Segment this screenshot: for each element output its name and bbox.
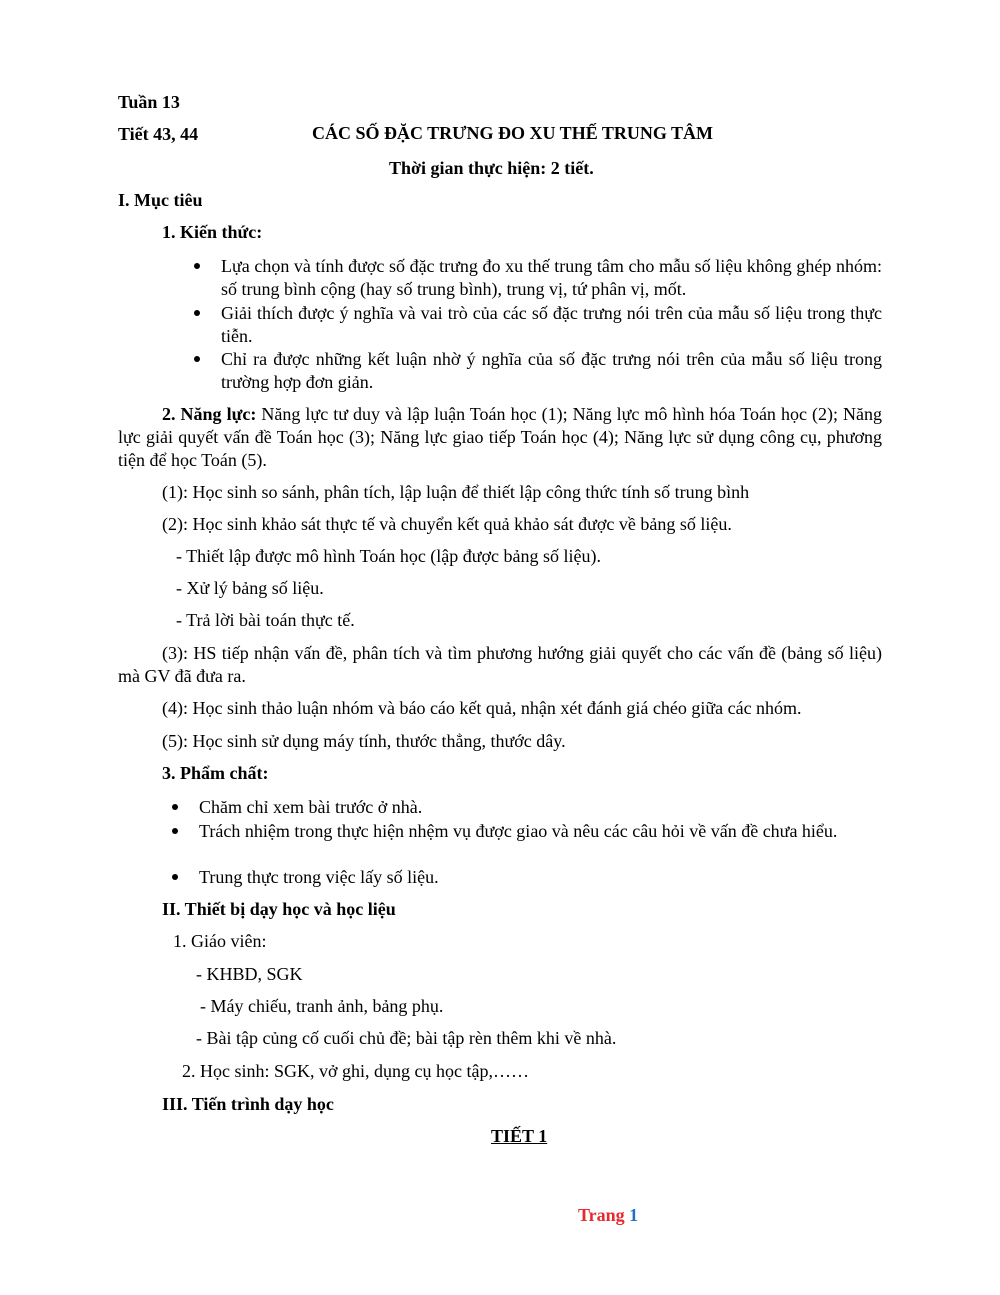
quality-item: Chăm chỉ xem bài trước ở nhà.	[199, 797, 423, 817]
competence-line: (5): Học sinh sử dụng máy tính, thước thẳng, thước dây.	[162, 731, 566, 751]
qualities-heading: 3. Phẩm chất:	[162, 763, 269, 783]
competence-paragraph	[118, 403, 882, 472]
section-equipment-heading: II. Thiết bị dạy học và học liệu	[162, 899, 396, 919]
competence-line: (4): Học sinh thảo luận nhóm và báo cáo kết quả, nhận xét đánh giá chéo giữa các nhóm.	[162, 698, 802, 718]
quality-item: Trách nhiệm trong thực hiện nhệm vụ được giao và nêu các câu hỏi về vấn đề chưa hiểu.	[199, 821, 838, 841]
section-objectives-heading: I. Mục tiêu	[118, 190, 203, 210]
page-number: 1	[629, 1205, 639, 1225]
bullet-icon	[194, 263, 200, 269]
competence-subline: - Trả lời bài toán thực tế.	[176, 610, 355, 630]
competence-heading: 2. Năng lực:	[162, 404, 257, 424]
week-label: Tuần 13	[118, 92, 180, 112]
competence-subline: - Thiết lập được mô hình Toán học (lập được bảng số liệu).	[176, 546, 602, 566]
bullet-icon	[194, 356, 200, 362]
competence-line: (2): Học sinh khảo sát thực tế và chuyển kết quả khảo sát được về bảng số liệu.	[162, 514, 732, 534]
knowledge-item: Lựa chọn và tính được số đặc trưng đo xu thế trung tâm cho mẫu số liệu không ghép nhóm: số trung bình cộng (hay số trung bình), trung vị, tứ phân vị, mốt.	[221, 256, 882, 299]
knowledge-heading: 1. Kiến thức:	[162, 222, 263, 242]
teacher-item: - Bài tập củng cố cuối chủ đề; bài tập rèn thêm khi về nhà.	[196, 1028, 617, 1048]
bullet-icon	[194, 310, 200, 316]
page-title: CÁC SỐ ĐẶC TRƯNG ĐO XU THẾ TRUNG TÂM	[312, 123, 714, 143]
duration-label: Thời gian thực hiện: 2 tiết.	[389, 158, 594, 178]
quality-item: Trung thực trong việc lấy số liệu.	[199, 867, 439, 887]
competence-subline: - Xử lý bảng số liệu.	[176, 578, 324, 598]
periods-label: Tiết 43, 44	[118, 124, 199, 144]
knowledge-item: Chỉ ra được những kết luận nhờ ý nghĩa của số đặc trưng nói trên của mẫu số liệu trong trường hợp đơn giản.	[221, 349, 882, 392]
page-label: Trang	[578, 1205, 625, 1225]
bullet-icon	[172, 828, 178, 834]
competence-text: Năng lực tư duy và lập luận Toán học (1); Năng lực mô hình hóa Toán học (2); Năng lực giải quyết vấn đề Toán học (3); Năng lực giao tiếp Toán học (4); Năng lực sử dụng công cụ, phương tiện để học Toán (5).	[118, 404, 883, 470]
teacher-item: - Máy chiếu, tranh ảnh, bảng phụ.	[200, 996, 444, 1016]
teacher-item: - KHBD, SGK	[196, 964, 303, 984]
competence-line: (3): HS tiếp nhận vấn đề, phân tích và tìm phương hướng giải quyết cho các vấn đề (bảng số liệu) mà GV đã đưa ra.	[118, 643, 882, 686]
lesson-subheading: TIẾT 1	[491, 1126, 548, 1146]
bullet-icon	[172, 874, 178, 880]
teacher-label: 1. Giáo viên:	[173, 931, 267, 951]
page-footer	[578, 1204, 638, 1227]
bullet-icon	[172, 804, 178, 810]
student-label: 2. Học sinh: SGK, vở ghi, dụng cụ học tập,……	[182, 1061, 529, 1081]
section-process-heading: III. Tiến trình dạy học	[162, 1094, 334, 1114]
knowledge-item: Giải thích được ý nghĩa và vai trò của các số đặc trưng nói trên của mẫu số liệu trong thực tiễn.	[221, 303, 882, 346]
competence-line: (1): Học sinh so sánh, phân tích, lập luận để thiết lập công thức tính số trung bình	[162, 482, 750, 502]
